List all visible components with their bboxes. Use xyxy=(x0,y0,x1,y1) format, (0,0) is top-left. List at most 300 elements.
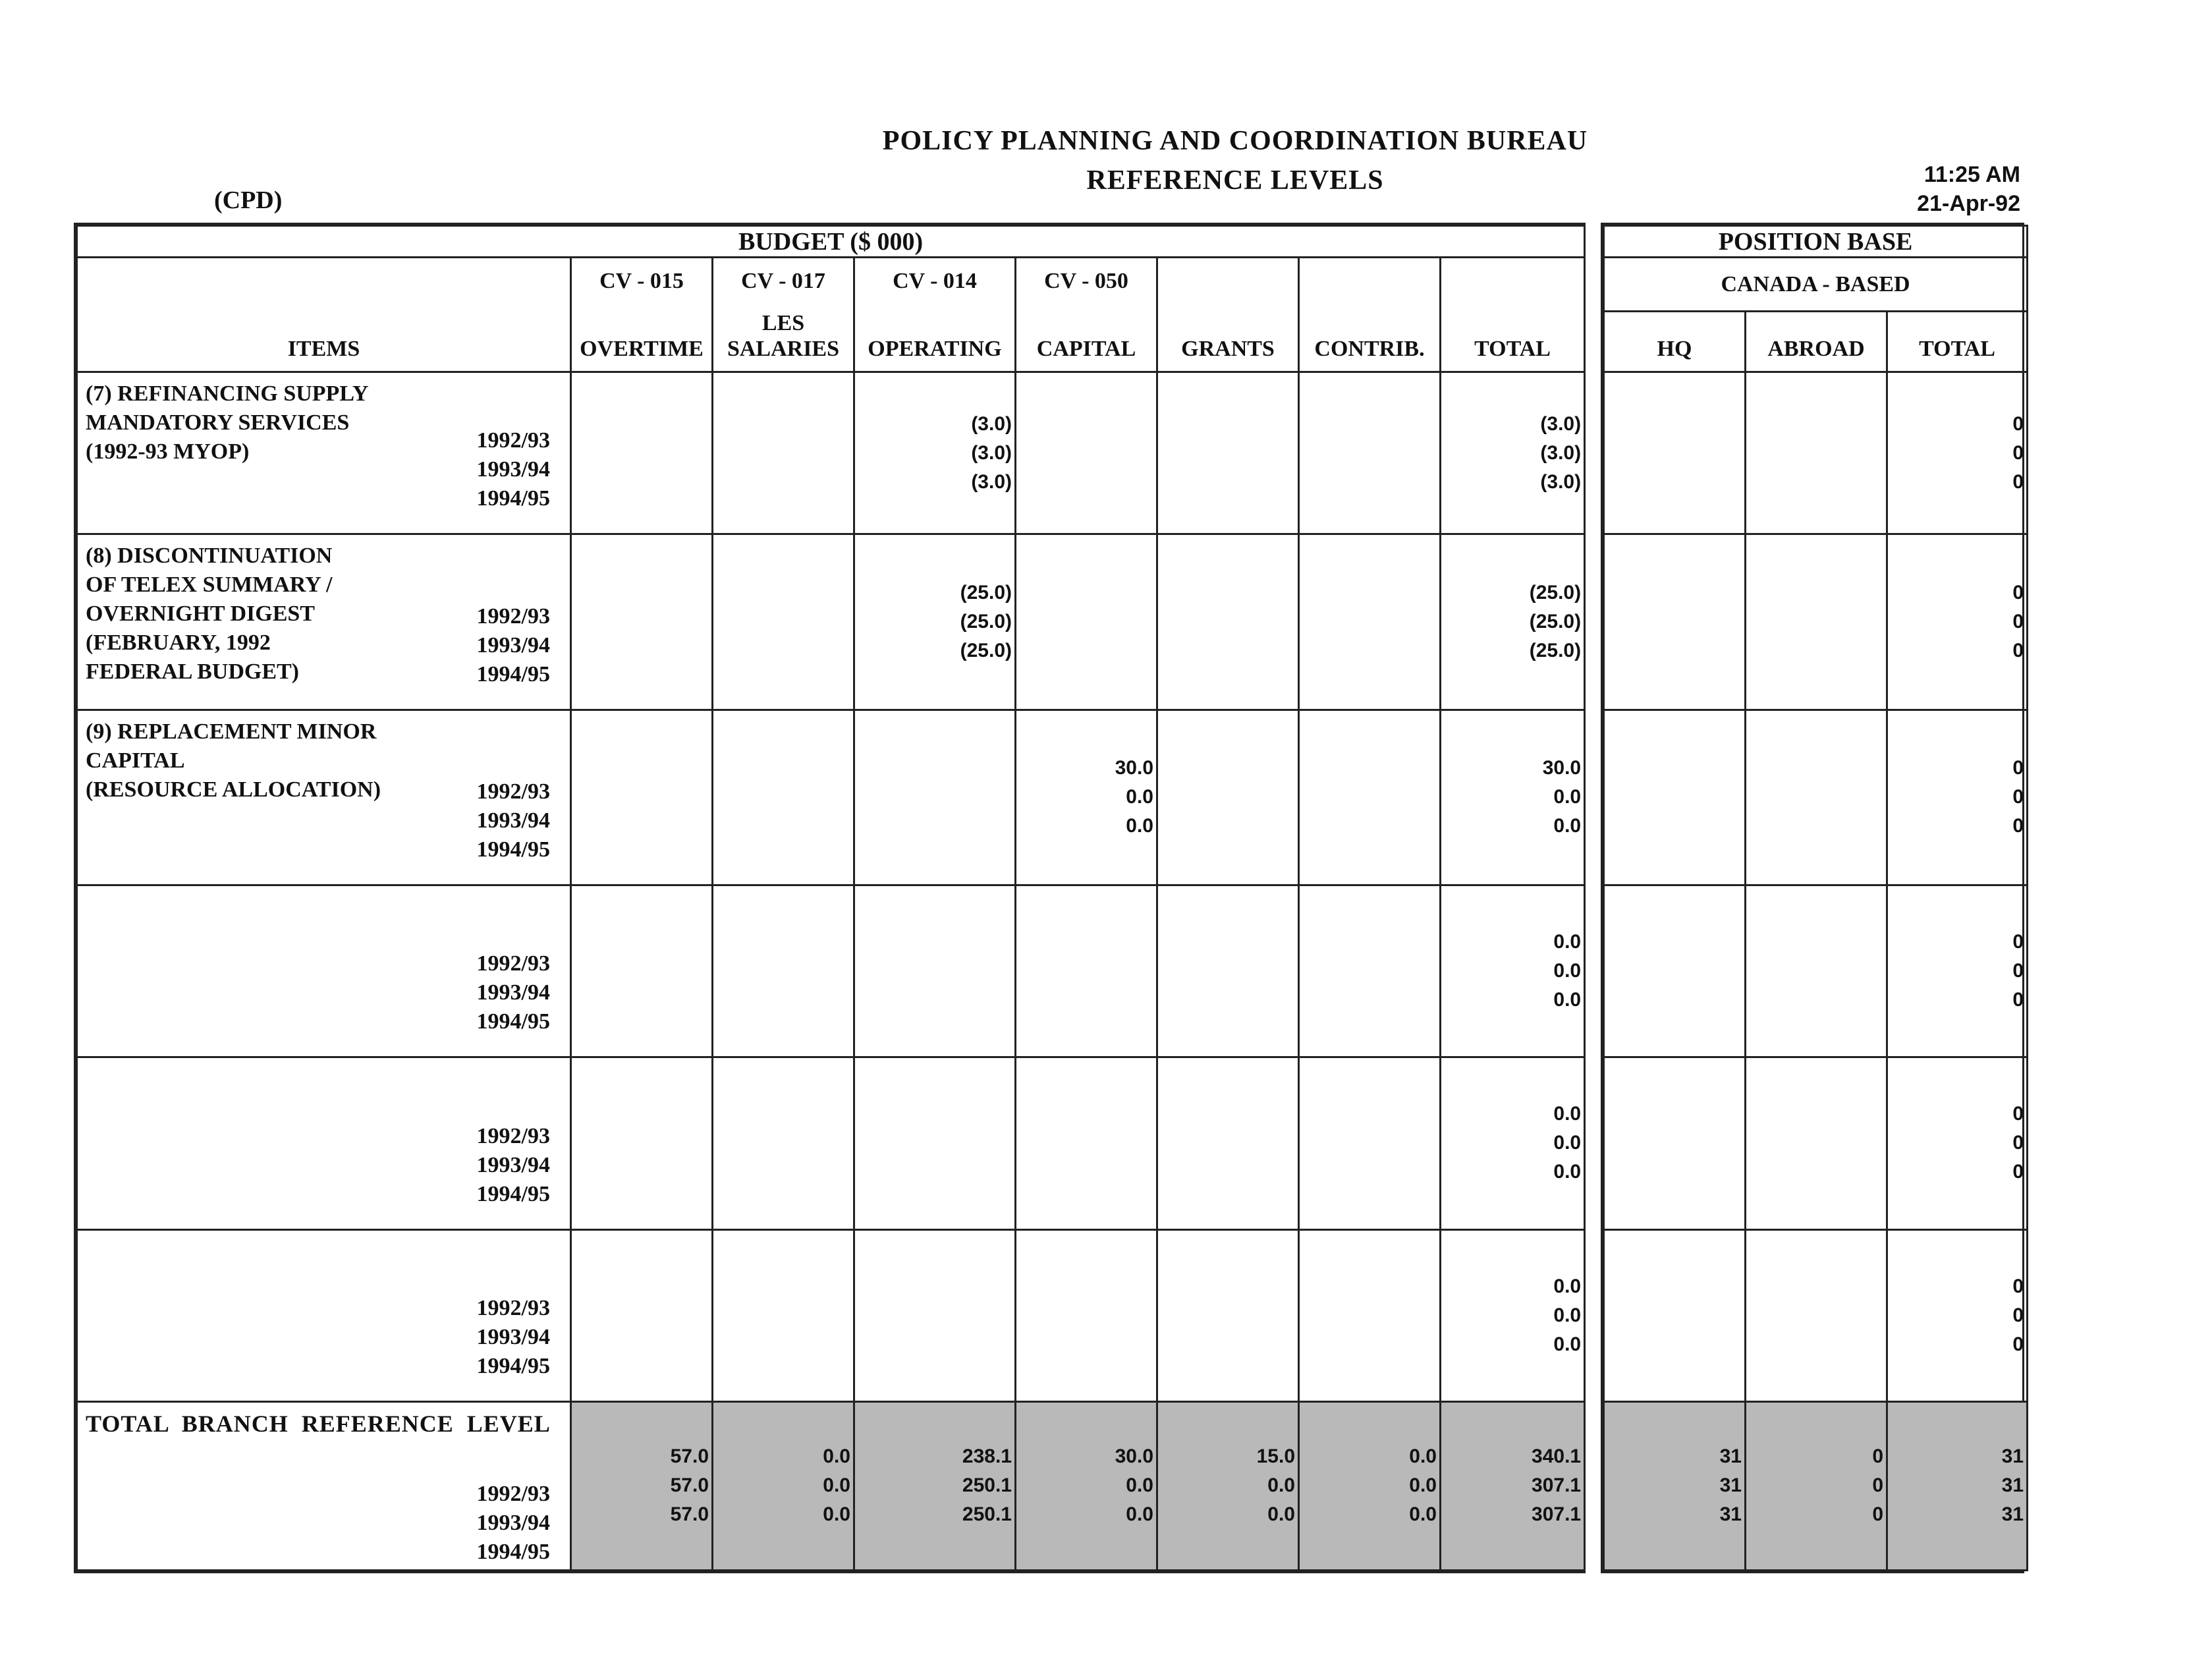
report-time: 11:25 AM xyxy=(1923,162,2020,187)
total-operating xyxy=(854,1401,1016,1570)
items-header: ITEMS xyxy=(77,258,571,372)
cell-pos-total-value: 0 xyxy=(2012,412,2024,435)
fiscal-years xyxy=(477,426,550,513)
fiscal-year: 1992/93 xyxy=(476,1123,550,1148)
fiscal-year: 1993/94 xyxy=(476,808,550,833)
position-sub-title: CANADA - BASED xyxy=(1604,258,2028,312)
position-row xyxy=(1604,372,2028,534)
col-pos-total-label: TOTAL xyxy=(1887,312,2028,372)
col-grants-label: GRANTS xyxy=(1157,258,1299,372)
cell-total-value: (3.0) xyxy=(1540,441,1582,464)
cell-overtime xyxy=(571,885,713,1057)
cell-operating-value: (25.0) xyxy=(960,581,1012,603)
fiscal-year: 1993/94 xyxy=(476,1152,550,1177)
cell-overtime-value xyxy=(572,1100,709,1129)
col-les-salaries-code: CV - 017 xyxy=(741,269,825,294)
cell-operating-value xyxy=(855,1100,1012,1129)
cell-grants-value xyxy=(1158,468,1295,497)
cell-hq-value xyxy=(1605,957,1742,986)
total-les-salaries-value: 0.0 xyxy=(823,1445,850,1468)
cell-pos-total-value: 0 xyxy=(2012,1103,2024,1125)
cell-operating-value: (25.0) xyxy=(960,639,1012,661)
cell-capital xyxy=(1016,534,1157,710)
cell-les-salaries xyxy=(713,1229,854,1401)
cell-total-value: (25.0) xyxy=(1529,581,1582,603)
cell-total-value: 0.0 xyxy=(1553,1132,1582,1154)
cell-capital-value xyxy=(1016,1129,1153,1158)
cell-capital-value xyxy=(1016,957,1153,986)
cell-capital xyxy=(1016,885,1157,1057)
cell-pos-total xyxy=(1887,534,2028,710)
cell-overtime-value xyxy=(572,812,709,841)
cell-abroad-value xyxy=(1746,928,1883,957)
col-overtime-label: OVERTIME xyxy=(580,337,704,362)
cell-grants xyxy=(1157,1229,1299,1401)
cell-grants-value xyxy=(1158,636,1295,665)
cell-les-salaries-value xyxy=(713,812,850,841)
cell-total xyxy=(1441,534,1585,710)
col-operating-label: OPERATING xyxy=(868,337,1002,362)
cell-pos-total xyxy=(1887,885,2028,1057)
cell-hq-value xyxy=(1605,812,1742,841)
total-overtime-value: 57.0 xyxy=(670,1445,709,1468)
cell-grants-value xyxy=(1158,439,1295,468)
cell-abroad xyxy=(1746,372,1887,534)
cell-hq-value xyxy=(1605,578,1742,607)
col-operating-header xyxy=(854,258,1016,372)
cell-hq xyxy=(1604,372,1746,534)
cell-abroad xyxy=(1746,1057,1887,1229)
position-table xyxy=(1601,223,2024,1573)
cell-pos-total-value: 0 xyxy=(2012,1275,2024,1297)
page-subtitle: REFERENCE LEVELS xyxy=(1086,165,1384,196)
fiscal-year: 1993/94 xyxy=(476,1511,550,1535)
fiscal-year: 1994/95 xyxy=(476,1540,550,1564)
item-cell xyxy=(77,1229,571,1401)
cell-les-salaries-value xyxy=(713,1330,850,1359)
total-capital-value: 0.0 xyxy=(1126,1503,1153,1526)
cell-total-value: (25.0) xyxy=(1529,639,1582,661)
cell-abroad xyxy=(1746,1229,1887,1401)
page-title: POLICY PLANNING AND COORDINATION BUREAU xyxy=(882,126,1588,156)
fiscal-year: 1993/94 xyxy=(476,457,550,482)
cell-capital-value xyxy=(1016,1158,1153,1187)
cell-pos-total-value: 0 xyxy=(2012,757,2024,779)
cell-capital-value: 0.0 xyxy=(1126,786,1153,808)
fiscal-years xyxy=(477,1480,550,1567)
cell-capital-value xyxy=(1016,468,1153,497)
cell-les-salaries-value xyxy=(713,1272,850,1301)
cell-abroad-value xyxy=(1746,1100,1883,1129)
cell-overtime-value xyxy=(572,636,709,665)
cell-operating xyxy=(854,1229,1016,1401)
cell-les-salaries-value xyxy=(713,1158,850,1187)
col-total-label: TOTAL xyxy=(1441,258,1585,372)
cell-operating xyxy=(854,372,1016,534)
cell-operating-value xyxy=(855,1330,1012,1359)
cell-pos-total-value: 0 xyxy=(2012,960,2024,982)
cell-grants-value xyxy=(1158,410,1295,439)
col-les-salaries-label: LES SALARIES xyxy=(727,311,840,362)
cell-operating xyxy=(854,710,1016,885)
cell-hq-value xyxy=(1605,783,1742,812)
item-cell xyxy=(77,710,571,885)
col-overtime-header xyxy=(571,258,713,372)
cell-pos-total-value: 0 xyxy=(2012,581,2024,603)
total-total-value: 307.1 xyxy=(1532,1474,1582,1497)
cell-les-salaries-value xyxy=(713,410,850,439)
cell-hq-value xyxy=(1605,986,1742,1015)
cell-hq-value xyxy=(1605,1100,1742,1129)
cell-pos-total-value: 0 xyxy=(2012,815,2024,837)
cell-capital-value xyxy=(1016,607,1153,636)
cell-hq xyxy=(1604,534,1746,710)
cell-overtime xyxy=(571,1057,713,1229)
total-abroad-value: 0 xyxy=(1872,1445,1883,1468)
cell-total-value: 0.0 xyxy=(1553,1304,1582,1326)
cell-operating-value xyxy=(855,1158,1012,1187)
cell-contrib-value xyxy=(1300,1330,1437,1359)
cell-abroad-value xyxy=(1746,468,1883,497)
cell-les-salaries-value xyxy=(713,986,850,1015)
cell-capital-value xyxy=(1016,439,1153,468)
cell-total xyxy=(1441,1229,1585,1401)
cell-total-value: (25.0) xyxy=(1529,610,1582,632)
total-grants-value: 15.0 xyxy=(1256,1445,1295,1468)
cell-hq-value xyxy=(1605,636,1742,665)
fiscal-years xyxy=(477,777,550,864)
total-row-label: TOTAL BRANCH REFERENCE LEVEL xyxy=(86,1410,551,1437)
total-contrib xyxy=(1299,1401,1441,1570)
cell-contrib-value xyxy=(1300,410,1437,439)
cell-capital-value xyxy=(1016,578,1153,607)
total-total-value: 307.1 xyxy=(1532,1503,1582,1526)
cell-overtime-value xyxy=(572,607,709,636)
cell-overtime-value xyxy=(572,439,709,468)
cell-pos-total-value: 0 xyxy=(2012,989,2024,1011)
cell-les-salaries-value xyxy=(713,1129,850,1158)
cell-total-value: 0.0 xyxy=(1553,1275,1582,1297)
cell-overtime-value xyxy=(572,468,709,497)
cell-abroad-value xyxy=(1746,1158,1883,1187)
cell-overtime-value xyxy=(572,754,709,783)
cell-contrib xyxy=(1299,885,1441,1057)
cell-contrib-value xyxy=(1300,957,1437,986)
cell-capital-value xyxy=(1016,928,1153,957)
fiscal-year: 1992/93 xyxy=(476,1482,550,1506)
cell-contrib-value xyxy=(1300,607,1437,636)
fiscal-year: 1993/94 xyxy=(476,980,550,1005)
cell-capital xyxy=(1016,1057,1157,1229)
cell-contrib xyxy=(1299,1057,1441,1229)
cell-pos-total-value: 0 xyxy=(2012,1132,2024,1154)
total-total xyxy=(1441,1401,1585,1570)
cell-hq-value xyxy=(1605,410,1742,439)
fiscal-year: 1992/93 xyxy=(476,1295,550,1320)
total-operating-value: 250.1 xyxy=(962,1503,1012,1526)
cell-total-value: 0.0 xyxy=(1553,815,1582,837)
cell-grants-value xyxy=(1158,1158,1295,1187)
total-operating-value: 250.1 xyxy=(962,1474,1012,1497)
item-cell xyxy=(77,372,571,534)
cell-total-value: 0.0 xyxy=(1553,931,1582,953)
cell-les-salaries-value xyxy=(713,754,850,783)
position-row xyxy=(1604,534,2028,710)
fiscal-years xyxy=(477,602,550,689)
cell-les-salaries xyxy=(713,885,854,1057)
cell-les-salaries-value xyxy=(713,607,850,636)
cell-les-salaries xyxy=(713,372,854,534)
cell-overtime-value xyxy=(572,578,709,607)
col-capital-code: CV - 050 xyxy=(1044,269,1128,294)
fiscal-year: 1993/94 xyxy=(476,632,550,658)
cell-grants-value xyxy=(1158,1272,1295,1301)
cell-les-salaries-value xyxy=(713,1301,850,1330)
cell-hq xyxy=(1604,710,1746,885)
cell-capital xyxy=(1016,1229,1157,1401)
cell-overtime-value xyxy=(572,1129,709,1158)
cell-contrib-value xyxy=(1300,439,1437,468)
cell-total-value: 30.0 xyxy=(1542,757,1582,779)
col-les-salaries-header xyxy=(713,258,854,372)
cell-les-salaries-value xyxy=(713,439,850,468)
cell-operating-value: (3.0) xyxy=(971,441,1012,464)
item-cell xyxy=(77,1057,571,1229)
cell-hq-value xyxy=(1605,1129,1742,1158)
cell-total-value: 0.0 xyxy=(1553,786,1582,808)
total-contrib-value: 0.0 xyxy=(1409,1503,1437,1526)
branch-code: (CPD) xyxy=(214,186,283,214)
cell-pos-total-value: 0 xyxy=(2012,610,2024,632)
total-capital-value: 30.0 xyxy=(1115,1445,1153,1468)
position-group-title: POSITION BASE xyxy=(1604,226,2028,258)
cell-contrib xyxy=(1299,710,1441,885)
cell-abroad-value xyxy=(1746,410,1883,439)
cell-grants-value xyxy=(1158,607,1295,636)
cell-abroad xyxy=(1746,885,1887,1057)
cell-abroad-value xyxy=(1746,607,1883,636)
total-capital xyxy=(1016,1401,1157,1570)
cell-contrib-value xyxy=(1300,754,1437,783)
cell-grants-value xyxy=(1158,578,1295,607)
cell-pos-total-value: 0 xyxy=(2012,786,2024,808)
cell-total-value: 0.0 xyxy=(1553,960,1582,982)
cell-les-salaries-value xyxy=(713,636,850,665)
cell-abroad-value xyxy=(1746,578,1883,607)
cell-abroad xyxy=(1746,710,1887,885)
table-row xyxy=(77,710,1585,885)
cell-pos-total-value: 0 xyxy=(2012,441,2024,464)
cell-total-value: (3.0) xyxy=(1540,470,1582,493)
fiscal-year: 1992/93 xyxy=(476,428,550,453)
position-row xyxy=(1604,1057,2028,1229)
cell-contrib xyxy=(1299,372,1441,534)
total-contrib-value: 0.0 xyxy=(1409,1474,1437,1497)
cell-overtime-value xyxy=(572,1158,709,1187)
total-hq-value: 31 xyxy=(1719,1445,1742,1468)
cell-total-value: 0.0 xyxy=(1553,1333,1582,1355)
total-capital-value: 0.0 xyxy=(1126,1474,1153,1497)
cell-capital-value xyxy=(1016,1100,1153,1129)
total-les-salaries xyxy=(713,1401,854,1570)
cell-les-salaries-value xyxy=(713,578,850,607)
cell-les-salaries xyxy=(713,710,854,885)
total-grants-value: 0.0 xyxy=(1267,1503,1295,1526)
cell-pos-total-value: 0 xyxy=(2012,931,2024,953)
cell-capital-value xyxy=(1016,636,1153,665)
cell-les-salaries-value xyxy=(713,957,850,986)
cell-contrib-value xyxy=(1300,1100,1437,1129)
cell-les-salaries-value xyxy=(713,1100,850,1129)
cell-abroad-value xyxy=(1746,1272,1883,1301)
total-row-label-cell xyxy=(77,1401,571,1570)
cell-contrib xyxy=(1299,1229,1441,1401)
col-contrib-label: CONTRIB. xyxy=(1299,258,1441,372)
total-overtime-value: 57.0 xyxy=(670,1503,709,1526)
cell-pos-total-value: 0 xyxy=(2012,470,2024,493)
cell-les-salaries-value xyxy=(713,928,850,957)
item-cell xyxy=(77,534,571,710)
cell-hq-value xyxy=(1605,754,1742,783)
col-operating-code: CV - 014 xyxy=(893,269,977,294)
total-hq-value: 31 xyxy=(1719,1474,1742,1497)
table-row xyxy=(77,1229,1585,1401)
cell-les-salaries xyxy=(713,534,854,710)
position-row xyxy=(1604,1229,2028,1401)
fiscal-year: 1994/95 xyxy=(476,486,550,511)
cell-overtime-value xyxy=(572,783,709,812)
col-hq-label: HQ xyxy=(1604,312,1746,372)
cell-contrib-value xyxy=(1300,986,1437,1015)
total-contrib-value: 0.0 xyxy=(1409,1445,1437,1468)
cell-hq-value xyxy=(1605,1158,1742,1187)
fiscal-year: 1992/93 xyxy=(476,779,550,804)
cell-operating-value: (3.0) xyxy=(971,470,1012,493)
cell-total xyxy=(1441,1057,1585,1229)
cell-grants-value xyxy=(1158,986,1295,1015)
cell-total xyxy=(1441,372,1585,534)
cell-abroad-value xyxy=(1746,783,1883,812)
cell-grants-value xyxy=(1158,1100,1295,1129)
cell-abroad-value xyxy=(1746,812,1883,841)
cell-pos-total-value: 0 xyxy=(2012,1333,2024,1355)
total-overtime-value: 57.0 xyxy=(670,1474,709,1497)
cell-overtime-value xyxy=(572,1272,709,1301)
total-pos-total-value: 31 xyxy=(2001,1503,2024,1526)
cell-operating-value xyxy=(855,812,1012,841)
total-pos-total-value: 31 xyxy=(2001,1474,2024,1497)
table-row xyxy=(77,1057,1585,1229)
cell-grants-value xyxy=(1158,1301,1295,1330)
cell-total-value: 0.0 xyxy=(1553,1161,1582,1183)
col-overtime-code: CV - 015 xyxy=(599,269,684,294)
cell-capital-value xyxy=(1016,1272,1153,1301)
cell-contrib-value xyxy=(1300,1272,1437,1301)
total-hq xyxy=(1604,1401,1746,1570)
cell-hq-value xyxy=(1605,1330,1742,1359)
col-capital-label: CAPITAL xyxy=(1036,337,1136,362)
cell-les-salaries-value xyxy=(713,783,850,812)
cell-overtime xyxy=(571,534,713,710)
cell-capital-value xyxy=(1016,1301,1153,1330)
fiscal-year: 1994/95 xyxy=(476,837,550,862)
cell-contrib-value xyxy=(1300,578,1437,607)
cell-pos-total-value: 0 xyxy=(2012,1161,2024,1183)
item-cell xyxy=(77,885,571,1057)
cell-total xyxy=(1441,710,1585,885)
item-label: (7) REFINANCING SUPPLY MANDATORY SERVICES (1992-93 MYOP) xyxy=(86,381,369,464)
table-row xyxy=(77,534,1585,710)
cell-operating-value xyxy=(855,986,1012,1015)
cell-abroad-value xyxy=(1746,1301,1883,1330)
cell-pos-total xyxy=(1887,710,2028,885)
cell-abroad-value xyxy=(1746,1129,1883,1158)
fiscal-year: 1994/95 xyxy=(476,661,550,686)
cell-grants-value xyxy=(1158,783,1295,812)
fiscal-year: 1992/93 xyxy=(476,603,550,629)
cell-operating-value xyxy=(855,754,1012,783)
cell-contrib-value xyxy=(1300,928,1437,957)
cell-contrib-value xyxy=(1300,1158,1437,1187)
total-pos-total xyxy=(1887,1401,2028,1570)
table-row xyxy=(77,885,1585,1057)
total-overtime xyxy=(571,1401,713,1570)
cell-overtime xyxy=(571,1229,713,1401)
cell-overtime-value xyxy=(572,928,709,957)
cell-grants-value xyxy=(1158,1330,1295,1359)
cell-operating xyxy=(854,534,1016,710)
cell-overtime xyxy=(571,710,713,885)
cell-contrib-value xyxy=(1300,812,1437,841)
cell-les-salaries xyxy=(713,1057,854,1229)
fiscal-years xyxy=(477,1294,550,1381)
cell-grants xyxy=(1157,1057,1299,1229)
total-operating-value: 238.1 xyxy=(962,1445,1012,1468)
cell-overtime xyxy=(571,372,713,534)
position-row xyxy=(1604,710,2028,885)
cell-grants xyxy=(1157,372,1299,534)
cell-contrib xyxy=(1299,534,1441,710)
cell-operating-value xyxy=(855,1129,1012,1158)
cell-contrib-value xyxy=(1300,636,1437,665)
total-les-salaries-value: 0.0 xyxy=(823,1503,850,1526)
cell-capital xyxy=(1016,710,1157,885)
total-abroad xyxy=(1746,1401,1887,1570)
cell-pos-total xyxy=(1887,1057,2028,1229)
budget-group-title: BUDGET ($ 000) xyxy=(77,226,1585,258)
cell-capital-value xyxy=(1016,1330,1153,1359)
cell-grants-value xyxy=(1158,754,1295,783)
cell-capital-value xyxy=(1016,410,1153,439)
cell-hq-value xyxy=(1605,439,1742,468)
cell-operating-value xyxy=(855,1272,1012,1301)
cell-capital-value: 0.0 xyxy=(1126,815,1153,837)
cell-operating-value xyxy=(855,957,1012,986)
cell-hq-value xyxy=(1605,468,1742,497)
cell-overtime-value xyxy=(572,1330,709,1359)
cell-grants-value xyxy=(1158,928,1295,957)
fiscal-year: 1993/94 xyxy=(476,1324,550,1349)
total-total-value: 340.1 xyxy=(1532,1445,1582,1468)
cell-overtime-value xyxy=(572,986,709,1015)
cell-hq xyxy=(1604,885,1746,1057)
table-row xyxy=(77,372,1585,534)
item-label: (9) REPLACEMENT MINOR CAPITAL (RESOURCE ALLOCATION) xyxy=(86,719,381,802)
cell-operating-value: (3.0) xyxy=(971,412,1012,435)
cell-hq-value xyxy=(1605,607,1742,636)
cell-overtime-value xyxy=(572,957,709,986)
cell-abroad-value xyxy=(1746,1330,1883,1359)
